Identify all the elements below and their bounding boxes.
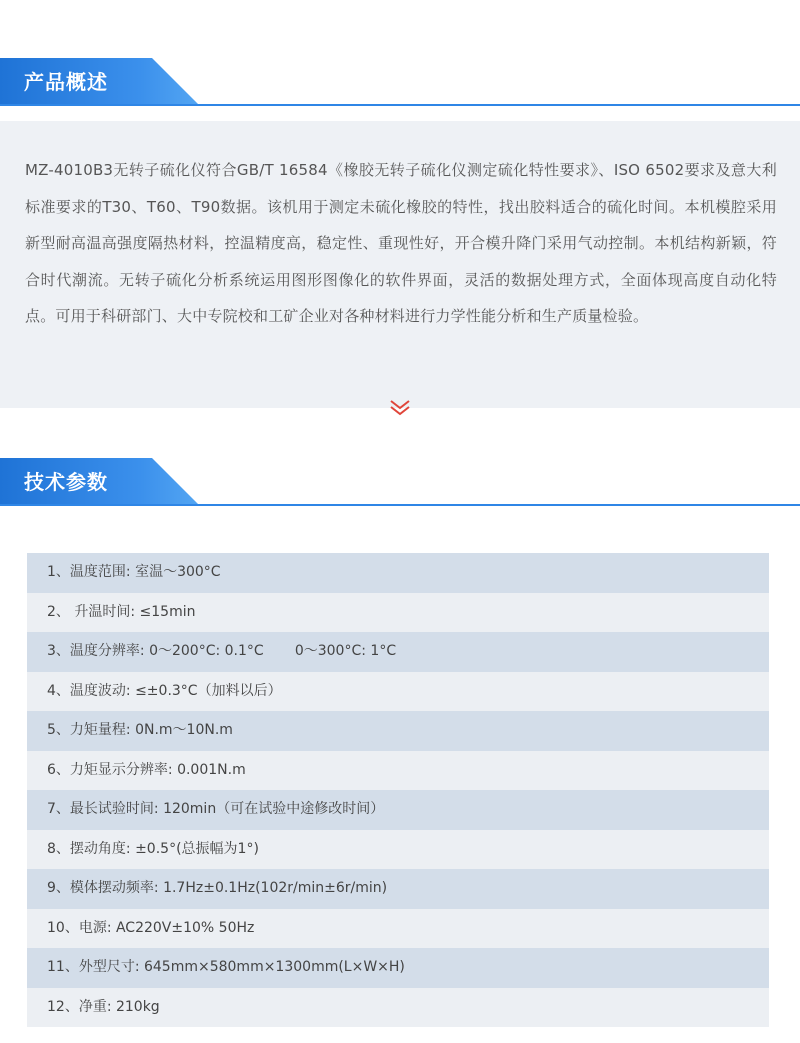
params-table <box>27 553 769 1027</box>
double-chevron-down-icon[interactable] <box>388 398 412 418</box>
param-row-temperature-resolution: 3、温度分辨率: 0～200°C: 0.1°C 0～300°C: 1°C <box>27 632 769 672</box>
param-row-oscillation-frequency: 9、模体摆动频率: 1.7Hz±0.1Hz(102r/min±6r/min) <box>27 869 769 909</box>
overview-description: MZ-4010B3无转子硫化仪符合GB/T 16584《橡胶无转子硫化仪测定硫化特性要求》、ISO 6502要求及意大利标准要求的T30、T60、T90数据。该机用于测定未硫化橡胶的特性，找出胶料适合的硫化时间。本机模腔采用新型耐高温高强度隔热材料，控温精度高，稳定性、重现性好，开合模升降门采用气动控制。本机结构新颖，符合时代潮流。无转子硫化分析系统运用图形图像化的软件界面，灵活的数据处理方式，全面体现高度自动化特点。可用于科研部门、大中专院校和工矿企业对各种材料进行力学性能分析和生产质量检验。 <box>25 161 777 325</box>
param-row-temperature-fluctuation: 4、温度波动: ≤±0.3°C（加料以后） <box>27 672 769 712</box>
params-header-divider <box>0 504 800 506</box>
overview-panel <box>0 121 800 408</box>
param-row-max-test-time: 7、最长试验时间: 120min（可在试验中途修改时间） <box>27 790 769 830</box>
params-title: 技术参数 <box>24 470 108 494</box>
param-row-torque-range: 5、力矩量程: 0N.m～10N.m <box>27 711 769 751</box>
param-row-temperature-range: 1、温度范围: 室温～300°C <box>27 553 769 593</box>
overview-header-divider <box>0 104 800 106</box>
param-row-heating-time: 2、 升温时间: ≤15min <box>27 593 769 633</box>
overview-title: 产品概述 <box>24 70 108 94</box>
overview-section-header <box>0 58 800 106</box>
param-row-torque-resolution: 6、力矩显示分辨率: 0.001N.m <box>27 751 769 791</box>
params-section-header <box>0 458 800 506</box>
param-row-oscillation-angle: 8、摆动角度: ±0.5°(总振幅为1°) <box>27 830 769 870</box>
param-row-power-supply: 10、电源: AC220V±10% 50Hz <box>27 909 769 949</box>
param-row-net-weight: 12、净重: 210kg <box>27 988 769 1028</box>
param-row-dimensions: 11、外型尺寸: 645mm×580mm×1300mm(L×W×H) <box>27 948 769 988</box>
